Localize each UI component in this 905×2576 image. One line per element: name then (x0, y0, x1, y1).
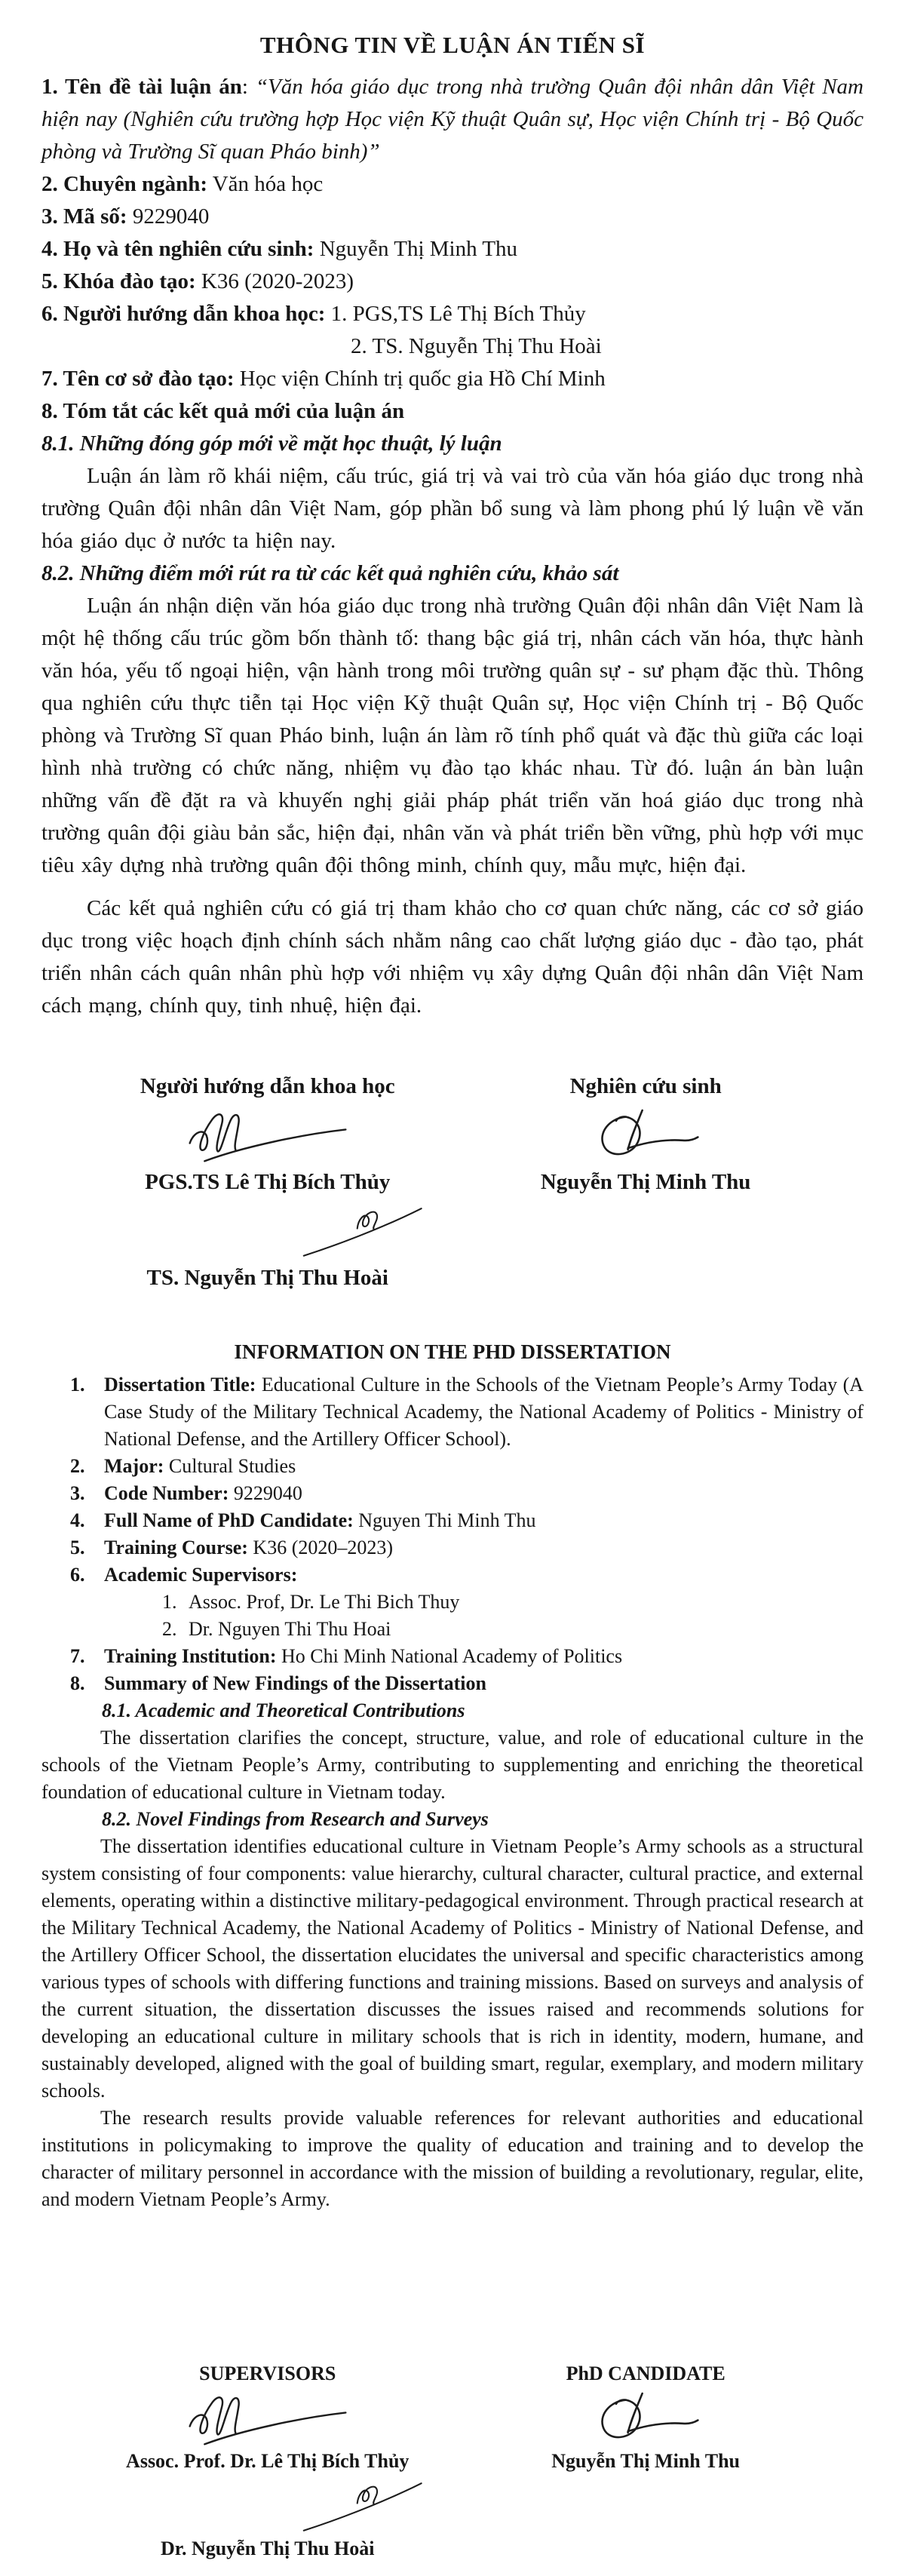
vn-item-candidate-label: 4. Họ và tên nghiên cứu sinh: (41, 237, 314, 261)
en-item-course-value: K36 (2020–2023) (253, 1537, 394, 1558)
en-supervisor2-signature-slot (41, 2475, 494, 2535)
en-paragraph-8-2b: The research results provide valuable references for relevant authorities and educational institutions in policymaking to improve the quality of education and training and to develop the character of military personnel in accordance with the mission of building a revolutionary, regular, elite, and modern Vietnam People’s Army. (41, 2107, 864, 2210)
en-supervisor-2-number: 2. (162, 1618, 177, 1640)
en-item-institution (41, 1643, 864, 1670)
en-item-candidate-number: 4. (70, 1509, 85, 1531)
en-item-major-value: Cultural Studies (168, 1455, 296, 1477)
vn-supervisors-column-title: Người hướng dẫn khoa học (140, 1074, 395, 1098)
vn-item-institution-label: 7. Tên cơ sở đào tạo: (41, 367, 235, 391)
en-item-major-number: 2. (70, 1455, 85, 1477)
en-paragraph-8-2a: The dissertation identifies educational culture in Vietnam People’s Army schools as a structural system consisting of four components: value hierarchy, cultural character, cultural practice, and external elements, operating within a distinctive military-pedagogical environment. Through practical research at the Military Technical Academy, the National Academy of Politics - Ministry of National Defense, and the Artillery Officer School, the dissertation elucidates the universal and specific characteristics among various types of schools with differing functions and training missions. Based on surveys and analysis of the current situation, the dissertation discusses the issues raised and recommends solutions for developing an educational culture in military schools that is rich in identity, modern, humane, and sustainably developed, aligned with the goal of building smart, regular, exemplary, and modern military schools. (41, 1835, 864, 2102)
en-item-code-number: 3. (70, 1482, 85, 1504)
vn-item-course-label: 5. Khóa đào tạo: (41, 269, 196, 293)
vn-item-institution (41, 363, 864, 395)
vn-candidate-column (494, 1070, 798, 1294)
en-paragraph-8-1: The dissertation clarifies the concept, structure, value, and role of educational culture in the schools of the Vietnam People’s Army, contributing to supplementing and enriching the theoretical foundation of educational culture in Vietnam today. (41, 1727, 864, 1803)
en-supervisors-column-title: SUPERVISORS (199, 2363, 336, 2384)
vn-supervisor1-name: PGS.TS Lê Thị Bích Thủy (145, 1170, 391, 1194)
en-supervisor-2 (41, 1616, 864, 1643)
vn-item-major-value: Văn hóa học (212, 172, 324, 196)
en-supervisor-1 (41, 1589, 864, 1616)
en-candidate-column (494, 2360, 798, 2562)
vn-supervisor2-signature-slot (41, 1199, 494, 1262)
vn-heading-8-1: 8.1. Những đóng góp mới về mặt học thuật, lý luận (41, 431, 502, 456)
vn-item-code (41, 201, 864, 233)
vn-item-summary-heading-label: 8. Tóm tắt các kết quả mới của luận án (41, 399, 405, 423)
en-page-title: INFORMATION ON THE PHD DISSERTATION (234, 1340, 671, 1363)
en-item-major-label: Major: (104, 1455, 164, 1477)
vn-candidate-signature-slot (494, 1103, 798, 1166)
vn-supervisors-column (41, 1070, 494, 1294)
en-item-code-value: 9229040 (233, 1482, 302, 1504)
vn-supervisor1-signature-slot (41, 1103, 494, 1166)
en-candidate-column-title: PhD CANDIDATE (566, 2363, 726, 2384)
en-item-supervisors-label: Academic Supervisors: (104, 1564, 298, 1586)
en-item-supervisors (41, 1561, 864, 1589)
en-item-institution-number: 7. (70, 1645, 85, 1667)
en-item-dissertation-title-number: 1. (70, 1374, 85, 1395)
en-item-dissertation-title-value: Educational Culture in the Schools of the Vietnam People’s Army Today (A Case Study of the Military Technical Academy, the National Academy of Politics - Ministry of National Defense, and the Artillery Officer School). (104, 1374, 864, 1450)
en-item-major (41, 1453, 864, 1480)
en-item-course-number: 5. (70, 1537, 85, 1558)
vn-item-dissertation-title (41, 71, 864, 168)
en-supervisor1-name: Assoc. Prof. Dr. Lê Thị Bích Thủy (126, 2450, 410, 2472)
en-item-candidate-value: Nguyen Thi Minh Thu (358, 1509, 536, 1531)
vn-item-institution-value: Học viện Chính trị quốc gia Hồ Chí Minh (239, 367, 606, 391)
en-candidate-name: Nguyễn Thị Minh Thu (551, 2450, 741, 2472)
vn-paragraph-8-2b: Các kết quả nghiên cứu có giá trị tham khảo cho cơ quan chức năng, các cơ sở giáo dục trong việc hoạch định chính sách nhằm nâng cao chất lượng giáo dục - đào tạo, phát triển nhân cách quân nhân phù hợp với nhiệm vụ xây dựng Quân đội nhân dân Việt Nam cách mạng, chính quy, tinh nhuệ, hiện đại. (41, 896, 864, 1018)
en-item-institution-value: Ho Chi Minh National Academy of Politics (281, 1645, 623, 1667)
vn-item-course (41, 266, 864, 298)
en-heading-8-1: 8.1. Academic and Theoretical Contributions (102, 1699, 465, 1721)
en-item-course-label: Training Course: (104, 1537, 248, 1558)
vn-item-major-label: 2. Chuyên ngành: (41, 172, 207, 196)
candidate-signature-image (585, 1105, 706, 1164)
en-item-candidate-label: Full Name of PhD Candidate: (104, 1509, 354, 1531)
vn-paragraph-8-2a: Luận án nhận diện văn hóa giáo dục trong nhà trường Quân đội nhân dân Việt Nam là một hệ thống cấu trúc gồm bốn thành tố: thang bậc giá trị, nhân cách văn hóa, thực hành văn hóa, yếu tố ngoại hiện, vận hành trong môi trường quân sự - sư phạm đặc thù. Thông qua nghiên cứu thực tiễn tại Học viện Kỹ thuật Quân sự, Học viện Chính trị - Bộ Quốc phòng và Trường Sĩ quan Pháo binh, luận án làm rõ tính phổ quát và đặc thù giữa các loại hình nhà trường có chức năng, nhiệm vụ đào tạo khác nhau. Từ đó. luận án bàn luận những vấn đề đặt ra và khuyến nghị giải pháp phát triển văn hoá giáo dục trong nhà trường quân đội giàu bản sắc, hiện đại, nhân văn và phát triển bền vững, phù hợp với mục tiêu xây dựng nhà trường quân đội thông minh, chính quy, mẫu mực, hiện đại. (41, 594, 864, 877)
vn-signature-block (41, 1070, 864, 1294)
vn-item-dissertation-title-label: 1. Tên đề tài luận án (41, 75, 242, 99)
vn-supervisor-1: 1. PGS,TS Lê Thị Bích Thủy (330, 302, 586, 326)
supervisor2-signature-image (275, 2475, 449, 2535)
vn-item-supervisors-label: 6. Người hướng dẫn khoa học: (41, 302, 326, 326)
en-item-dissertation-title (41, 1371, 864, 1453)
vn-paragraph-8-1: Luận án làm rõ khái niệm, cấu trúc, giá trị và vai trò của văn hóa giáo dục trong nhà trường Quân đội nhân dân Việt Nam, góp phần bổ sung và làm phong phú lý luận về văn hóa giáo dục ở nước ta hiện nay. (41, 464, 864, 553)
supervisor2-signature-image (275, 1200, 449, 1260)
en-item-summary-number: 8. (70, 1672, 85, 1694)
en-item-candidate (41, 1507, 864, 1534)
vn-supervisor-2: 2. TS. Nguyễn Thị Thu Hoài (351, 334, 602, 358)
vn-item-dissertation-title-sep: : (241, 75, 256, 99)
vn-item-code-label: 3. Mã số: (41, 204, 127, 229)
vn-supervisor2-name: TS. Nguyễn Thị Thu Hoài (146, 1266, 388, 1290)
vn-page-title: THÔNG TIN VỀ LUẬN ÁN TIẾN SĨ (259, 32, 646, 58)
en-supervisor-1-name: Assoc. Prof, Dr. Le Thi Bich Thuy (189, 1591, 460, 1613)
en-supervisor2-name: Dr. Nguyễn Thị Thu Hoài (161, 2538, 375, 2559)
vn-heading-8-2: 8.2. Những điểm mới rút ra từ các kết quả nghiên cứu, khảo sát (41, 561, 619, 585)
vn-item-candidate (41, 233, 864, 266)
vietnamese-section (41, 27, 864, 1294)
en-item-summary-heading (41, 1670, 864, 1697)
vn-item-major (41, 168, 864, 201)
en-supervisor-1-number: 1. (162, 1591, 177, 1613)
en-supervisor1-signature-slot (41, 2387, 494, 2448)
en-supervisors-column (41, 2360, 494, 2562)
vn-candidate-column-title: Nghiên cứu sinh (569, 1074, 722, 1098)
en-item-summary-label: Summary of New Findings of the Dissertation (104, 1672, 486, 1694)
vn-item-code-value: 9229040 (132, 204, 210, 229)
vn-item-course-value: K36 (2020-2023) (201, 269, 354, 293)
en-item-institution-label: Training Institution: (104, 1645, 277, 1667)
en-supervisor-2-name: Dr. Nguyen Thi Thu Hoai (189, 1618, 391, 1640)
vn-item-dissertation-title-value: “Văn hóa giáo dục trong nhà trường Quân đội nhân dân Việt Nam hiện nay (Nghiên cứu trường hợp Học viện Kỹ thuật Quân sự, Học viện Chính trị - Bộ Quốc phòng và Trường Sĩ quan Pháo binh)” (41, 75, 864, 164)
supervisor1-signature-image (173, 2387, 362, 2449)
candidate-signature-image (585, 2388, 706, 2447)
vn-item-summary-heading (41, 395, 864, 428)
en-item-dissertation-title-label: Dissertation Title: (104, 1374, 256, 1395)
vn-item-candidate-value: Nguyễn Thị Minh Thu (319, 237, 518, 261)
en-signature-block (41, 2360, 864, 2562)
en-item-course (41, 1534, 864, 1561)
en-item-code-label: Code Number: (104, 1482, 229, 1504)
vn-candidate-name: Nguyễn Thị Minh Thu (540, 1170, 751, 1194)
en-item-code (41, 1480, 864, 1507)
en-heading-8-2: 8.2. Novel Findings from Research and Surveys (102, 1808, 489, 1830)
vn-item-supervisors (41, 298, 864, 330)
en-candidate-signature-slot (494, 2387, 798, 2448)
en-item-supervisors-number: 6. (70, 1564, 85, 1586)
supervisor1-signature-image (173, 1104, 362, 1165)
english-section (41, 1337, 864, 2576)
